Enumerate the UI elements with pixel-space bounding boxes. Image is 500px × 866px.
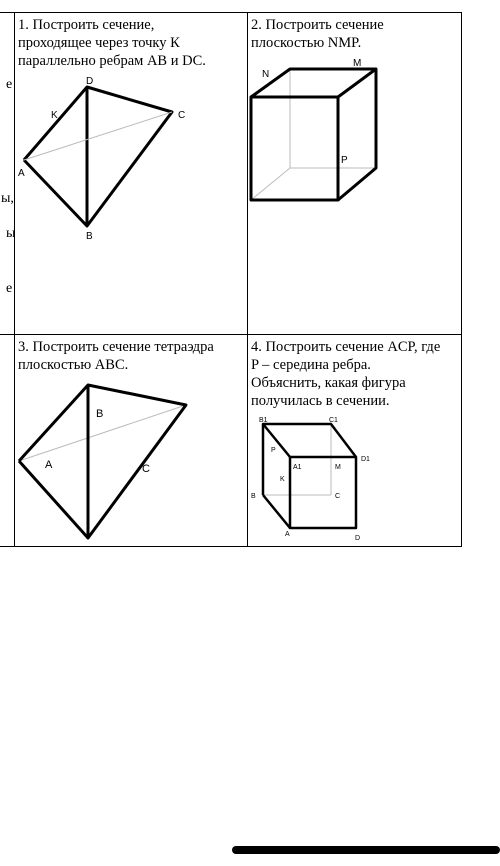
- task-4-label-D1: D1: [361, 456, 370, 463]
- task-2-label-P: P: [341, 155, 348, 166]
- task-4-label-C: C: [335, 493, 341, 500]
- task-4-label-A: A: [285, 531, 290, 538]
- task-2-label-M: M: [353, 58, 362, 69]
- task-4-label-C1: C1: [329, 417, 338, 424]
- task-1-text: 1. Построить сечение, проходящее через точку К параллельно ребрам AB и DC.: [18, 17, 206, 69]
- task-2-text: 2. Построить сечение плоскостью NMP.: [251, 17, 384, 51]
- task-2-label-N: N: [262, 69, 270, 80]
- task-3-label-B: B: [96, 408, 104, 420]
- task-4-label-B: B: [251, 493, 256, 500]
- task-4-label-B1: B1: [259, 417, 268, 424]
- left-cut-fragment: е: [6, 77, 13, 92]
- home-indicator[interactable]: [232, 846, 500, 854]
- left-cut-fragment: ы: [6, 226, 16, 241]
- task-4-label-P: P: [271, 447, 276, 454]
- left-cut-fragment: ы,: [1, 191, 14, 206]
- task-3-label-C: C: [142, 463, 150, 475]
- task-4-label-D: D: [355, 535, 361, 542]
- task-1-label-K: K: [51, 110, 58, 121]
- left-cut-fragment: е: [6, 281, 13, 296]
- task-3-label-A: A: [45, 459, 53, 471]
- task-4-label-K: K: [280, 476, 285, 483]
- task-4-text: 4. Построить сечение ACP, где P – середина ребра. Объяснить, какая фигура получилась в сечении.: [251, 339, 441, 409]
- task-4-label-A1: A1: [293, 464, 302, 471]
- task-1-label-C: C: [178, 110, 186, 121]
- task-1-label-D: D: [86, 76, 94, 87]
- task-4-label-M: M: [335, 464, 341, 471]
- task-1-label-B: B: [86, 231, 93, 242]
- task-1-label-A: A: [18, 168, 25, 179]
- task-3-text: 3. Построить сечение тетраэдра плоскостью ABC.: [18, 339, 214, 373]
